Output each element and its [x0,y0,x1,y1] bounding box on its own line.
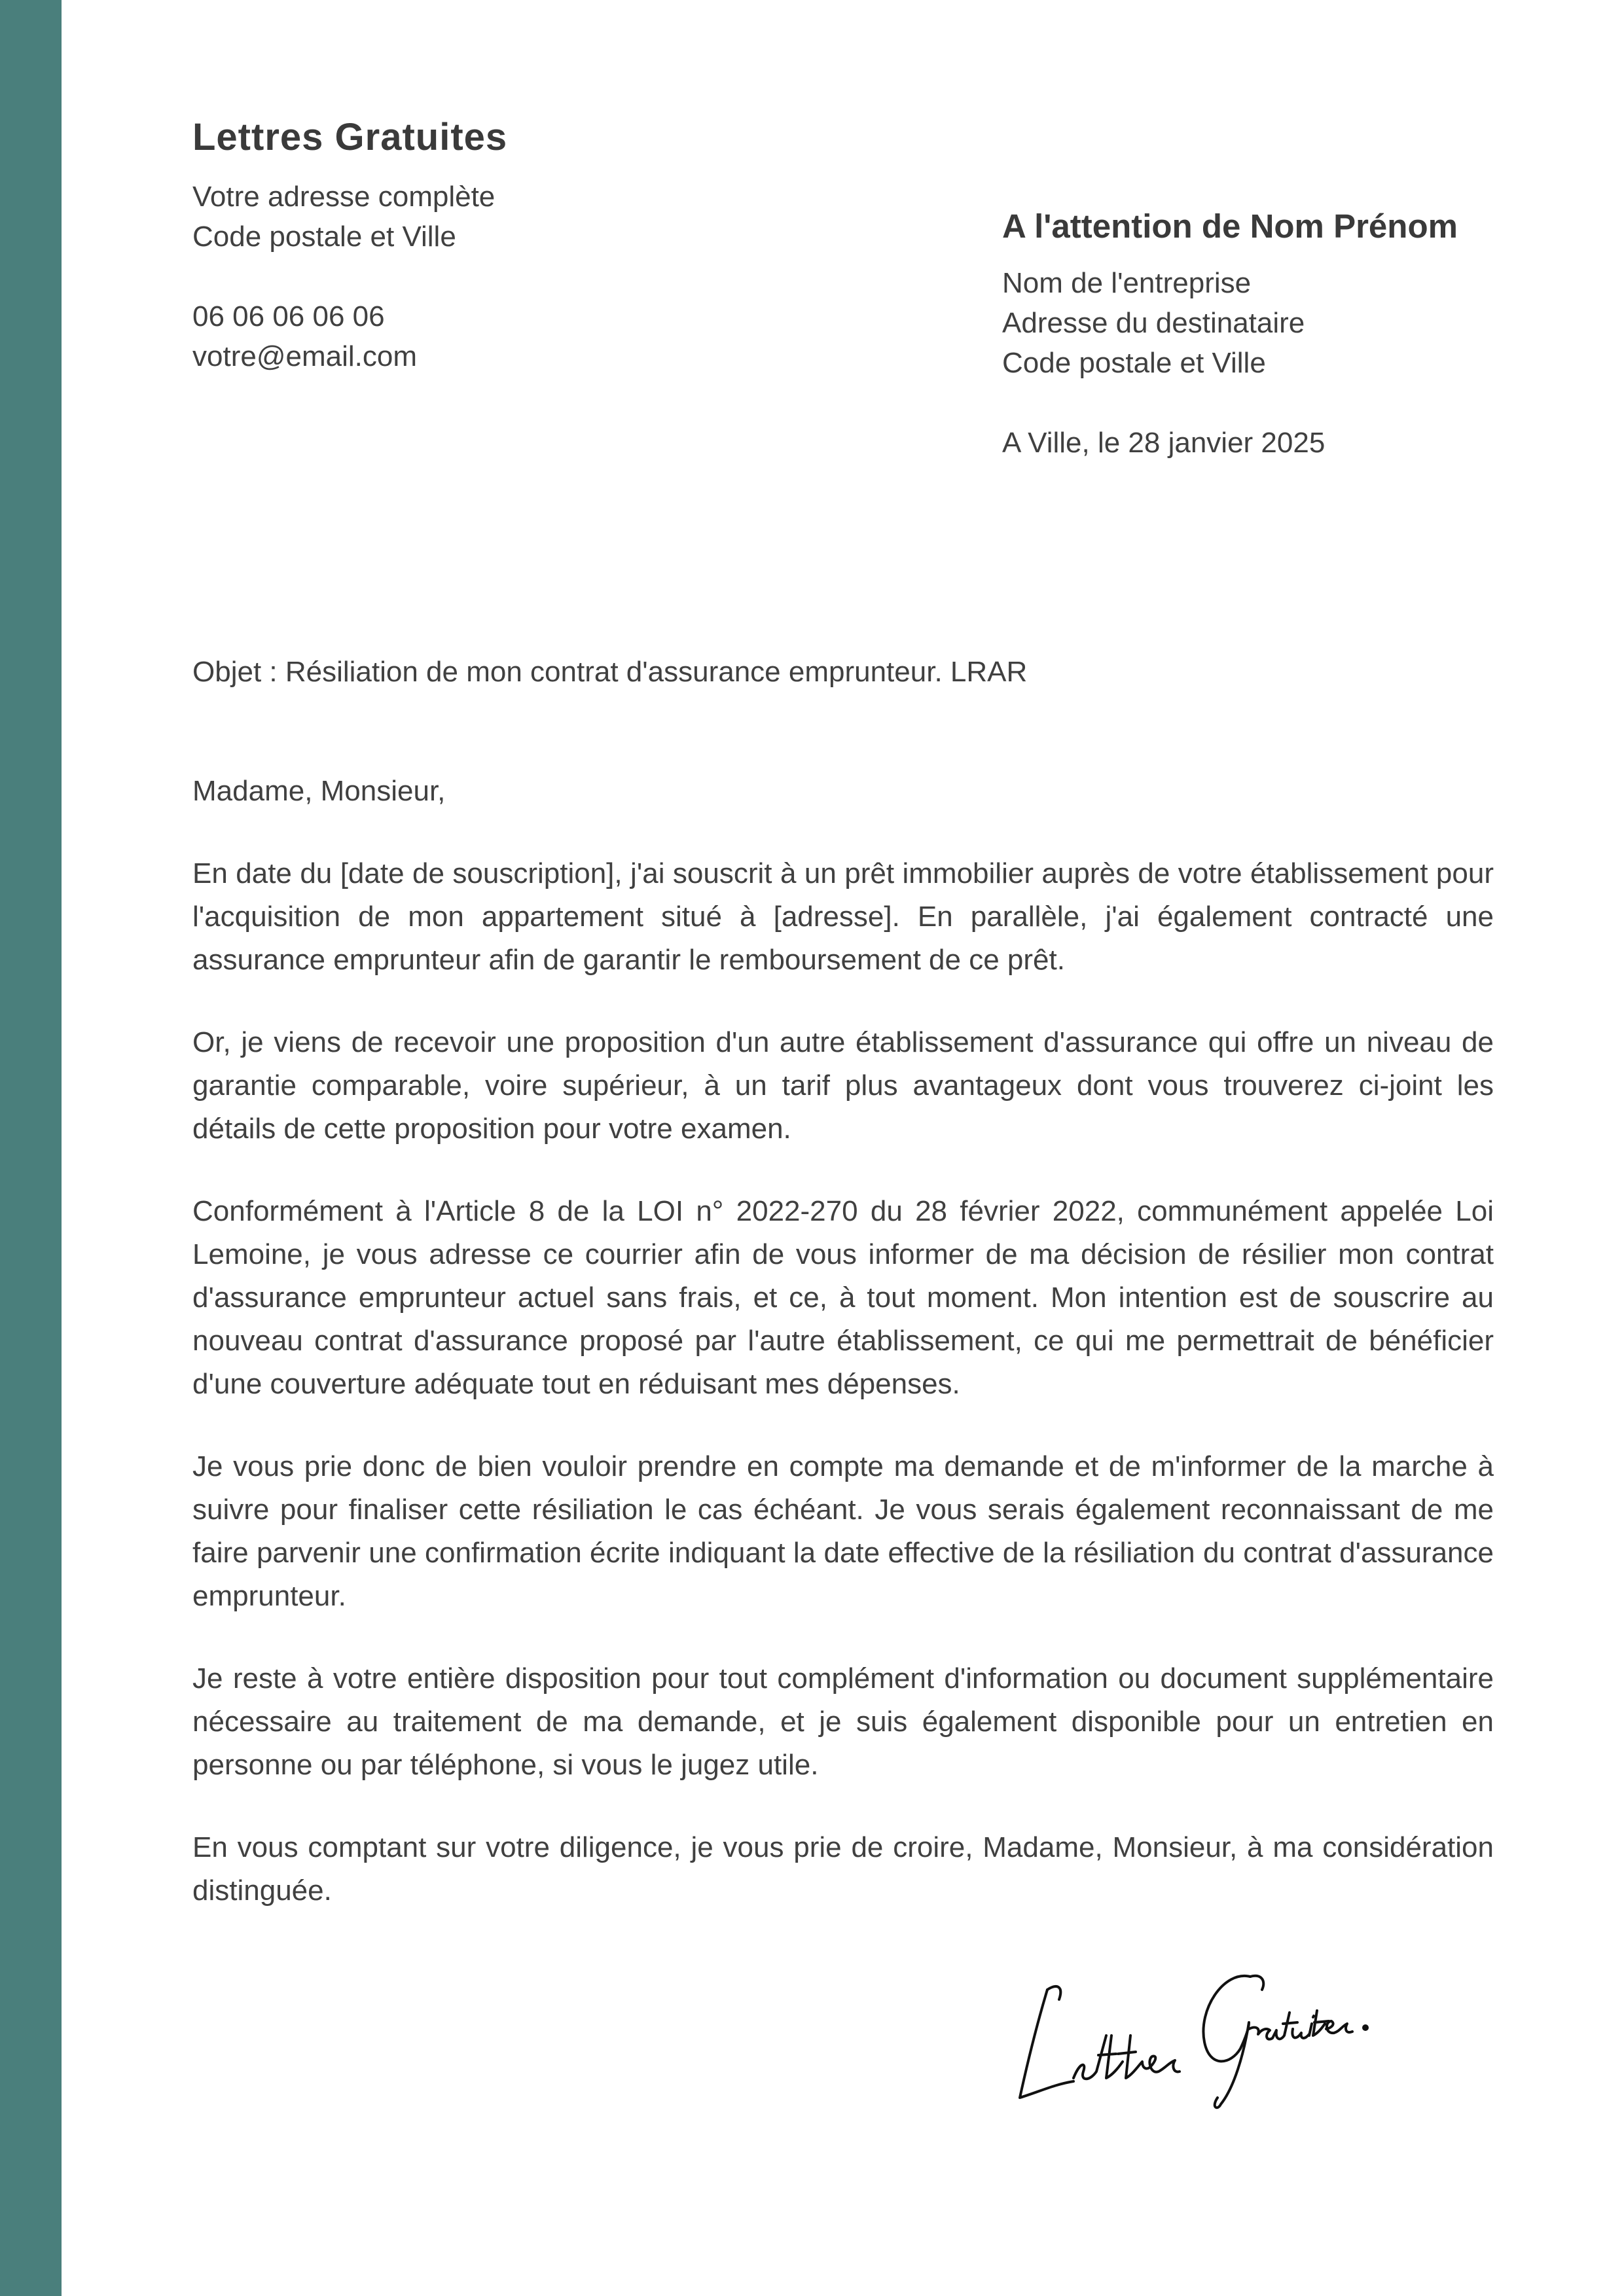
paragraph: Conformément à l'Article 8 de la LOI n° 2022-270 du 28 février 2022, communément appelée Loi Lemoine, je vous adresse ce courrier afin de vous informer de ma décision de résilier mon contrat d'assurance emprunteur actuel sans frais, et ce, à tout moment. Mon intention est de souscrire au nouveau contrat d'assurance proposé par l'autre établissement, ce qui me permettrait de bénéficier d'une couverture adéquate tout en réduisant mes dépenses. [192,1195,1494,1400]
recipient-block [1002,200,1565,463]
sender-block [192,110,782,376]
recipient-attention: A l'attention de Nom Prénom [1002,207,1458,245]
paragraph: En date du [date de souscription], j'ai souscrit à un prêt immobilier auprès de votre établissement pour l'acquisition de mon appartement situé à [adresse]. En parallèle, j'ai également contracté une assurance emprunteur afin de garantir le remboursement de ce prêt. [192,857,1494,976]
handwritten-signature [1001,1950,1394,2121]
place-date: A Ville, le 28 janvier 2025 [1002,427,1326,459]
recipient-company: Nom de l'entreprise [1002,267,1252,299]
closing-paragraph: En vous comptant sur votre diligence, je vous prie de croire, Madame, Monsieur, à ma considération distinguée. [192,1831,1494,1907]
sender-email: votre@email.com [192,340,417,372]
sender-address: Votre adresse complète [192,181,496,213]
paragraph: Je reste à votre entière disposition pour tout complément d'information ou document supplémentaire nécessaire au traitement de ma demande, et je suis également disponible pour un entretien en personne ou par téléphone, si vous le jugez utile. [192,1662,1494,1781]
paragraph: Je vous prie donc de bien vouloir prendre en compte ma demande et de m'informer de la marche à suivre pour finaliser cette résiliation le cas échéant. Je vous serais également reconnaissant de me faire parvenir une confirmation écrite indiquant la date effective de la résiliation du contrat d'assurance emprunteur. [192,1450,1494,1612]
paragraph: Or, je viens de recevoir une proposition d'un autre établissement d'assurance qui offre un niveau de garantie comparable, voire supérieur, à un tarif plus avantageux dont vous trouverez ci-joint les détails de cette proposition pour votre examen. [192,1026,1494,1145]
decorative-side-bar [0,0,62,2296]
sender-city: Code postale et Ville [192,221,456,253]
letter-body [192,770,1494,1952]
sender-name: Lettres Gratuites [192,116,508,158]
salutation: Madame, Monsieur, [192,775,446,807]
recipient-address: Adresse du destinataire [1002,307,1305,339]
letter-subject: Objet : Résiliation de mon contrat d'assurance emprunteur. LRAR [192,656,1028,688]
recipient-city: Code postale et Ville [1002,347,1266,379]
sender-phone: 06 06 06 06 06 [192,300,385,332]
